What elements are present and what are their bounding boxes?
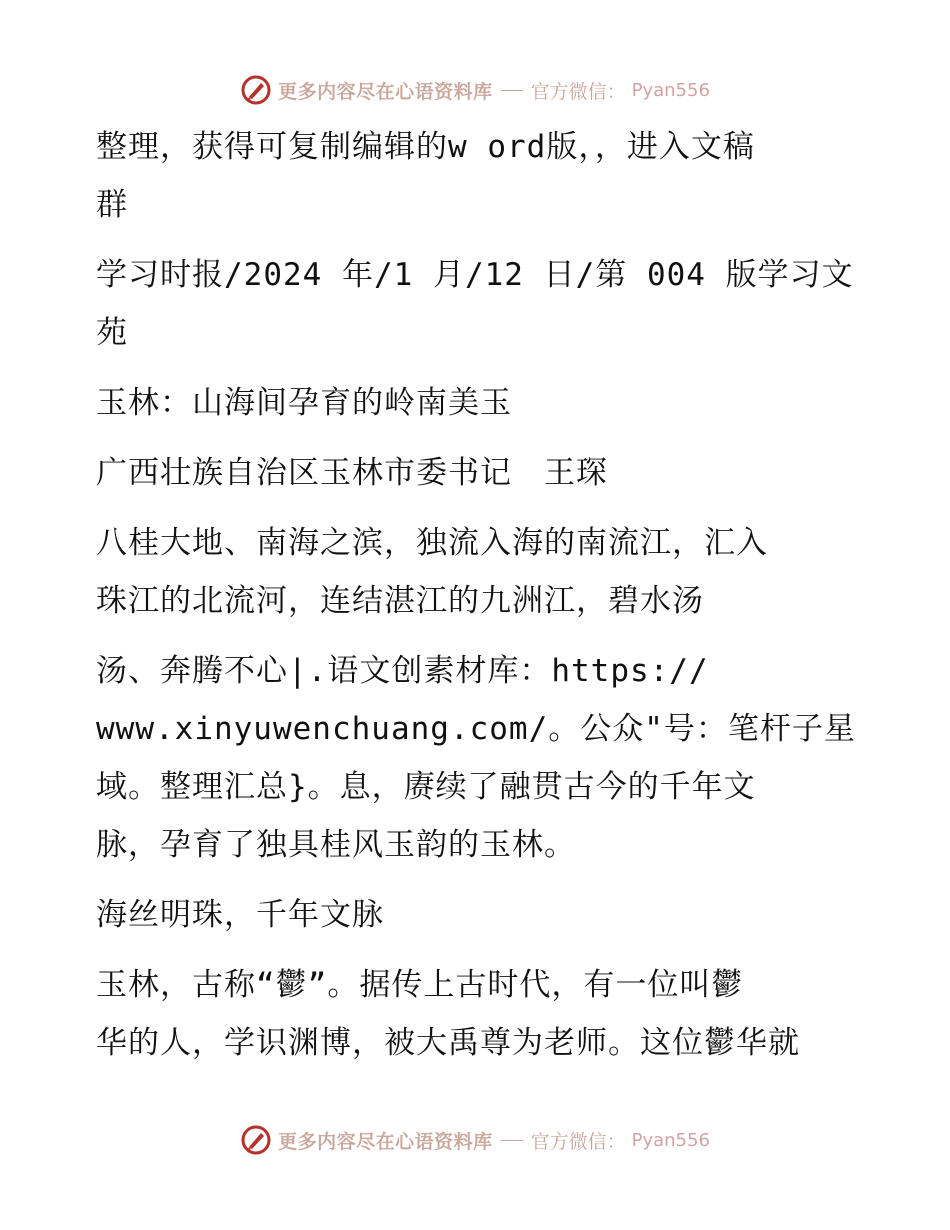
text-line: 苑: [96, 315, 128, 351]
text-line: 脉，孕育了独具桂风玉韵的玉林。: [96, 827, 576, 863]
text-line: 整理，获得可复制编辑的w ord版，，进入文稿: [96, 129, 755, 165]
pen-logo-icon: [240, 74, 272, 106]
article-title: 玉林：山海间孕育的岭南美玉: [96, 385, 512, 421]
pen-logo-icon: [240, 1124, 272, 1156]
author-line: 广西壮族自治区玉林市委书记 王琛: [96, 455, 608, 491]
text-line: 华的人，学识渊博，被大禹尊为老师。这位鬱华就: [96, 1025, 800, 1061]
text-line: 玉林，古称“鬱”。据传上古时代，有一位叫鬱: [96, 967, 744, 1003]
watermark-dash: [501, 1140, 523, 1141]
header-watermark: [0, 70, 950, 110]
text-line: 学习时报/2024 年/1 月/12 日/第 004 版学习文: [96, 257, 854, 293]
watermark-official-label: 官方微信：: [530, 1130, 626, 1153]
watermark-dash: [501, 90, 523, 91]
text-line: www.xinyuwenchuang.com/。公众"号：笔杆子星: [96, 711, 856, 747]
text-line: 群: [96, 187, 128, 223]
text-line: 域。整理汇总}。息，赓续了融贯古今的千年文: [96, 769, 756, 805]
watermark-text: 更多内容尽在心语资料库: [278, 1130, 493, 1153]
text-line: 汤、奔腾不心|.语文创素材库：https://: [96, 653, 709, 689]
section-heading: 海丝明珠，千年文脉: [96, 897, 384, 933]
text-line: 八桂大地、南海之滨，独流入海的南流江，汇入: [96, 525, 768, 561]
document-body: [96, 118, 856, 1072]
watermark-wechat-id: Pyan556: [631, 1129, 710, 1151]
footer-watermark: [0, 1120, 950, 1160]
watermark-wechat-id: Pyan556: [631, 79, 710, 101]
watermark-text: 更多内容尽在心语资料库: [278, 80, 493, 103]
text-line: 珠江的北流河，连结湛江的九洲江，碧水汤: [96, 583, 704, 619]
watermark-official-label: 官方微信：: [530, 80, 626, 103]
